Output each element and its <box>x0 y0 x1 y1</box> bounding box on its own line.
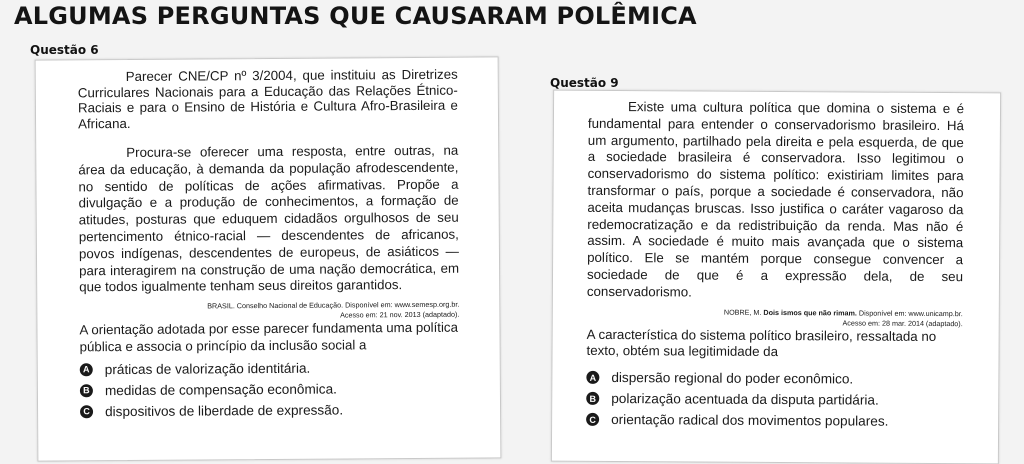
q9-source-author: NOBRE, M. <box>723 307 762 317</box>
question-6-label: Questão 6 <box>30 43 99 57</box>
q9-option-b[interactable] <box>586 391 962 408</box>
q6-option-a[interactable] <box>80 359 460 377</box>
q6-source <box>79 300 459 323</box>
q9-options <box>586 370 962 429</box>
q9-source-title: Dois ismos que não rimam. <box>763 307 857 318</box>
q9-body-text: Existe uma cultura política que domina o sistema e é fundamental para entender o conservadorismo brasileiro. Há um argumento, partilhado pela direita e pela esquerda, de que a sociedade brasileira é conservadora. Isso legitimou o conservadorismo do sistema político: existiriam limites para transformar o país, porque a sociedade é conservadora, não aceita mudanças bruscas. Isso justifica o caráter vagaroso da redemocratização e da redistribuição da renda. Mas não é assim. A sociedade é muito mais avançada que o sistema político. Ele se mantém porque consegue convencer a sociedade de que é a expressão dela, de seu conservadorismo. <box>586 99 965 300</box>
option-b-badge: B <box>586 392 599 405</box>
q6-option-b[interactable] <box>80 380 460 398</box>
q9-option-a-text: dispersão regional do poder econômico. <box>611 370 854 387</box>
q9-option-b-text: polarização acentuada da disputa partidária. <box>611 391 879 408</box>
q6-source-line-1: BRASIL. Conselho Nacional de Educação. Disponível em: www.semesp.org.br. <box>207 299 460 311</box>
page-headline: ALGUMAS PERGUNTAS QUE CAUSARAM POLÊMICA <box>14 2 697 30</box>
q6-option-c[interactable] <box>80 401 460 419</box>
q6-source-line-2: Acesso em: 21 nov. 2013 (adaptado). <box>340 309 460 320</box>
q6-options <box>80 359 460 419</box>
q6-option-b-text: medidas de compensação econômica. <box>104 381 337 398</box>
question-9-label: Questão 9 <box>550 76 619 90</box>
q6-body-text: Procura-se oferecer uma resposta, entre outras, na área da educação, à demanda da população afrodescendente, no sentido de políticas de ações afirmativas. Propõe a divulgação e a produção de conhecimentos, a formação de atitudes, posturas que eduquem cidadãos orgulhosos de seu pertencimento étnico-racial — descendentes de africanos, povos indígenas, descendentes de europeus, de asiáticos — para interagirem na construção de uma nação democrática, em que todos igualmente tenham seus direitos garantidos. <box>78 142 460 295</box>
option-a-badge: A <box>80 363 93 376</box>
question-6-card <box>35 56 502 461</box>
option-c-badge: C <box>80 405 93 418</box>
question-9-card <box>551 90 1001 464</box>
q9-option-c[interactable] <box>586 412 962 429</box>
q9-question-stem: A característica do sistema político brasileiro, ressaltada no texto, obtém sua legitimidade da <box>586 326 937 360</box>
q9-source-line-2: Acesso em: 28 mar. 2014 (adaptado). <box>842 317 963 328</box>
q9-source <box>587 306 963 328</box>
q6-question-stem: A orientação adotada por esse parecer fundamenta uma política pública e associa o princípio da inclusão social a <box>79 319 459 355</box>
q9-option-c-text: orientação radical dos movimentos populares. <box>611 412 889 429</box>
q6-option-a-text: práticas de valorização identitária. <box>104 360 311 377</box>
q9-option-a[interactable] <box>586 370 962 387</box>
q9-source-rest: Disponível em: www.unicamp.br. <box>858 308 963 318</box>
option-a-badge: A <box>586 371 599 384</box>
q6-option-c-text: dispositivos de liberdade de expressão. <box>105 402 344 419</box>
option-c-badge: C <box>586 413 599 426</box>
option-b-badge: B <box>80 384 93 397</box>
q6-intro-text: Parecer CNE/CP nº 3/2004, que instituiu as Diretrizes Curriculares Nacionais para a Educação das Relações Étnico-Raciais e para o Ensino de História e Cultura Afro-Brasileira e Africana. <box>77 66 458 131</box>
